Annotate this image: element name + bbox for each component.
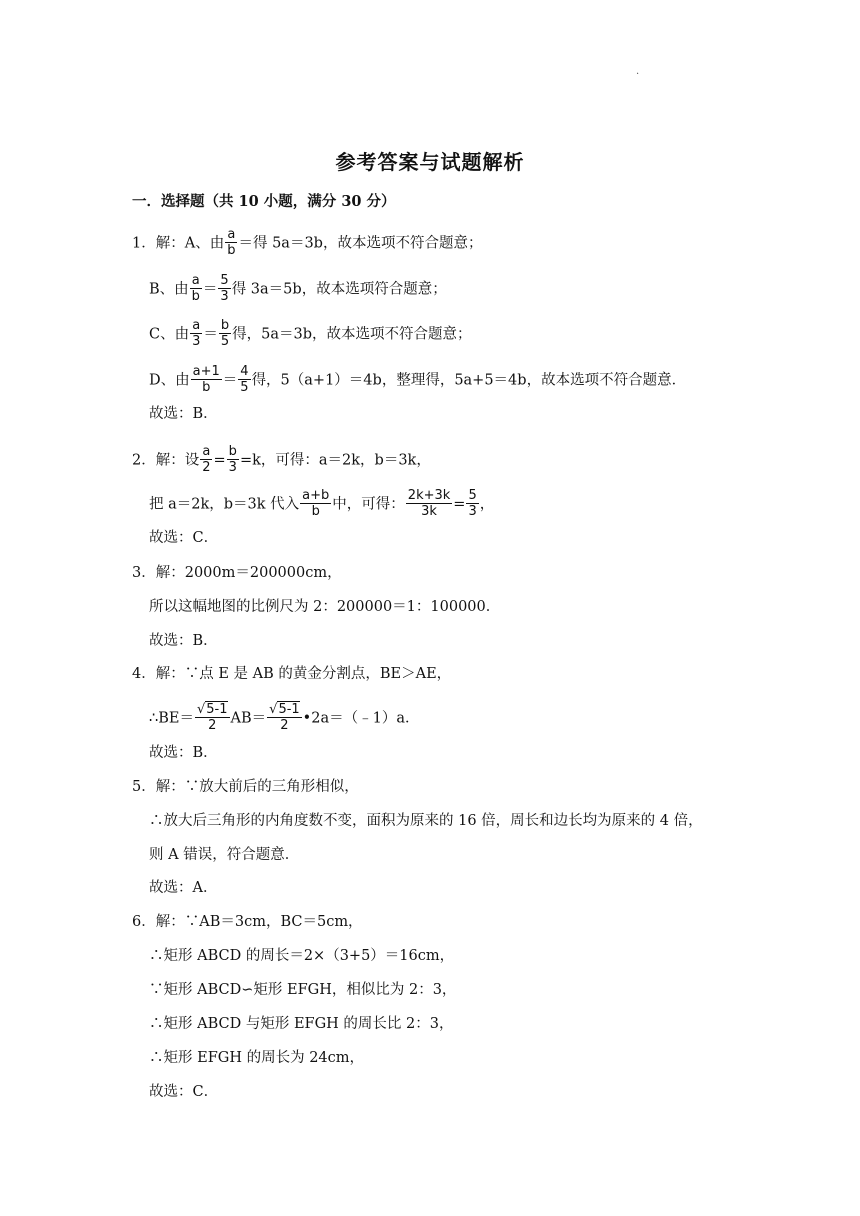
q1-answer: 故选：B．	[149, 406, 218, 422]
q4-answer: 故选：B．	[149, 745, 218, 761]
q4-line-1: 4．解：∵点 E 是 AB 的黄金分割点，BE＞AE，	[132, 666, 452, 682]
page-title: 参考答案与试题解析	[335, 150, 525, 174]
q5-line-3: 则 A 错误，符合题意．	[149, 847, 300, 863]
q3-answer: 故选：B．	[149, 633, 218, 649]
q6-line-3: ∵矩形 ABCD∽矩形 EFGH，相似比为 2：3，	[149, 982, 457, 998]
q6-answer: 故选：C．	[149, 1084, 219, 1100]
q3-line-1: 3．解：2000m＝200000cm，	[132, 565, 342, 581]
fraction: $\frac{√5-1}{2}$	[269, 702, 300, 733]
section-heading: 一．选择题（共 10 小题，满分 30 分）	[132, 193, 396, 210]
q6-line-2: ∴矩形 ABCD 的周长＝2×（3+5）＝16cm，	[149, 948, 455, 964]
q4-line-2: ∴BE＝ $\frac{√5-1}{2}$ AB＝ $\frac{√5-1}{2}$ •2a＝（﹣1）a．	[149, 702, 420, 733]
q1-option-c: C、由 $\frac{a}{3}$ ＝ $\frac{b}{5}$ 得，5a＝3b，故本选项不符合题意；	[149, 318, 472, 349]
fraction: $\frac{2k+3k}{3k}$	[407, 488, 451, 519]
fraction: $\frac{a+b}{b}$	[302, 488, 330, 519]
q1-option-d: D、由 $\frac{a+1}{b}$ ＝ $\frac{4}{5}$ 得，5（a+1）＝4b，整理得，5a+5＝4b，故本选项不符合题意．	[149, 364, 687, 395]
fraction: $\frac{b}{5}$	[220, 318, 230, 349]
fraction: $\frac{b}{3}$	[228, 444, 237, 475]
fraction: $\frac{5}{3}$	[468, 488, 477, 519]
fraction: $\frac{a}{b}$	[191, 273, 200, 304]
q5-line-2: ∴放大后三角形的内角度数不变，面积为原来的 16 倍，周长和边长均为原来的 4 倍，	[149, 813, 703, 829]
q3-line-2: 所以这幅地图的比例尺为 2：200000＝1：100000．	[149, 599, 501, 615]
q1-option-a: 1．解：A、由 $\frac{a}{b}$ ＝得 5a＝3b，故本选项不符合题意；	[132, 227, 483, 258]
fraction: $\frac{5}{3}$	[220, 273, 229, 304]
q2-answer: 故选：C．	[149, 530, 219, 546]
fraction: $\frac{4}{5}$	[240, 364, 249, 395]
q2-line-2: 把 a＝2k，b＝3k 代入 $\frac{a+b}{b}$ 中，可得： $\frac{2k+3k}{3k}$ = $\frac{5}{3}$ ，	[149, 488, 495, 519]
fraction: $\frac{√5-1}{2}$	[196, 702, 228, 733]
fraction: $\frac{a}{b}$	[227, 227, 236, 258]
q5-line-1: 5．解：∵放大前后的三角形相似，	[132, 779, 359, 795]
fraction: $\frac{a}{3}$	[192, 318, 201, 349]
q6-line-5: ∴矩形 EFGH 的周长为 24cm，	[149, 1050, 365, 1066]
q6-line-4: ∴矩形 ABCD 与矩形 EFGH 的周长比 2：3，	[149, 1016, 454, 1032]
q2-line-1: 2．解：设 $\frac{a}{2}$ = $\frac{b}{3}$ =k，可得：a＝2k，b＝3k，	[132, 444, 431, 475]
fraction: $\frac{a}{2}$	[202, 444, 211, 475]
q1-option-b: B、由 $\frac{a}{b}$ ＝ $\frac{5}{3}$ 得 3a＝5b，故本选项符合题意；	[149, 273, 447, 304]
q6-line-1: 6．解：∵AB＝3cm，BC＝5cm，	[132, 914, 363, 930]
q5-answer: 故选：A．	[149, 880, 218, 896]
fraction: $\frac{a+1}{b}$	[192, 364, 220, 395]
header-dot: .	[636, 66, 640, 77]
